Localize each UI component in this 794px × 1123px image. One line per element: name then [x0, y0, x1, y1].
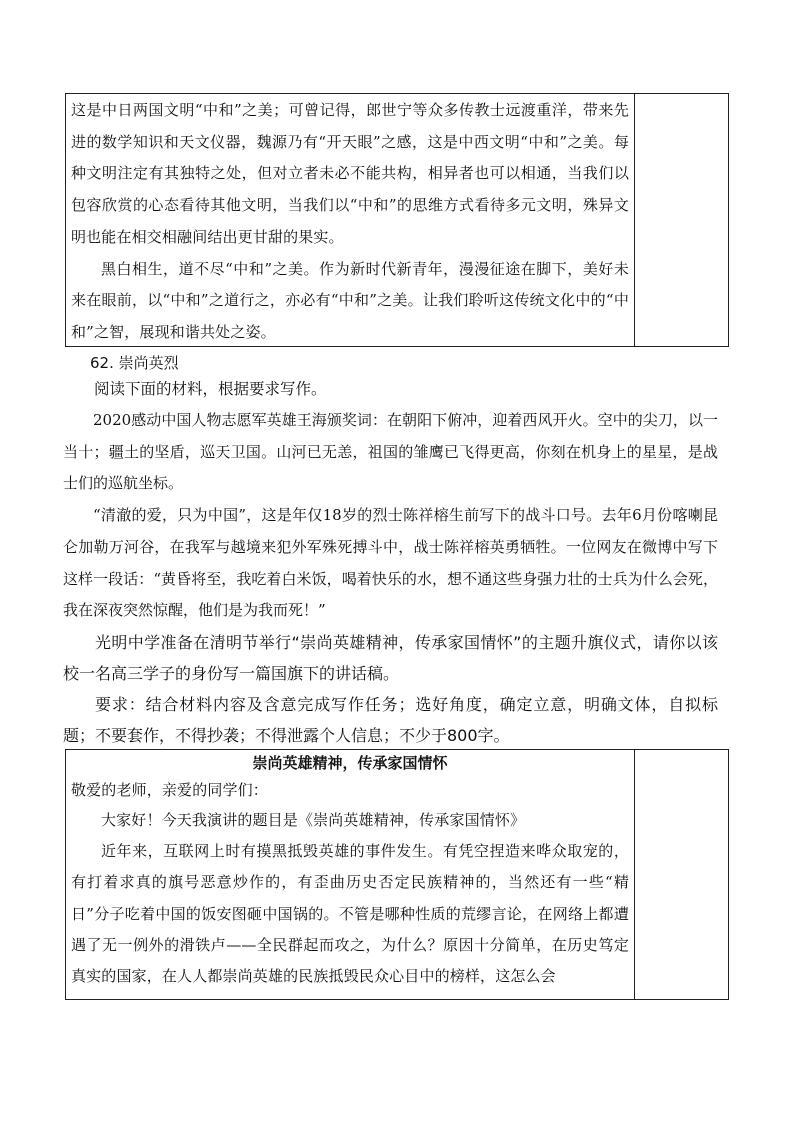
question-heading: 62. 崇尚英烈 — [90, 354, 179, 372]
material-paragraph-1: 2020感动中国人物志愿军英雄王海颁奖词：在朝阳下俯冲，迎着西风开火。空中的尖刀，以一当十；疆土的坚盾，巡天卫国。山河已无恙，祖国的雏鹰已飞得更高，你刻在机身上的星星，是战士们的巡航坐标。 — [63, 411, 718, 493]
requirements-text: 要求：结合材料内容及含意完成写作任务；选好角度，确定立意，明确文体，自拟标题；不要套作，不得抄袭；不得泄露个人信息；不少于800字。 — [63, 694, 718, 745]
task-text: 光明中学准备在清明节举行“崇尚英雄精神，传承家国情怀”的主题升旗仪式，请你以该校一名高三学子的身份写一篇国旗下的讲话稿。 — [63, 632, 718, 683]
material-paragraph-2: “清澈的爱，只为中国”，这是年仅18岁的烈士陈祥榕生前写下的战斗口号。去年6月份喀喇昆仑加勒万河谷，在我军与越境来犯外军殊死搏斗中，战士陈祥榕英勇牺牲。一位网友在微博中写下这样一段话：“黄昏将至，我吃着白米饭，喝着快乐的水，想不通这些身强力壮的士兵为什么会死，我在深夜突然惊醒，他们是为我而死！” — [63, 506, 718, 620]
material-block — [63, 405, 718, 751]
prompt-body — [93, 374, 718, 406]
table-text-cell — [71, 95, 629, 349]
essay-title: 崇尚英雄精神，传承家国情怀 — [252, 754, 448, 772]
essay-table — [65, 749, 729, 1000]
table-column-divider — [634, 94, 635, 346]
essay-salutation: 敬爱的老师，亲爱的同学们： — [71, 781, 268, 799]
essay-paragraph: 大家好！今天我演讲的题目是《崇尚英雄精神，传承家国情怀》 — [101, 811, 526, 829]
continued-table — [65, 93, 729, 347]
essay-paragraph: 近年来，互联网上时有摸黑抵毁英雄的事件发生。有凭空捏造来哗众取宠的，有打着求真的旗号恶意炒作的，有歪曲历史否定民族精神的，当然还有一些“精日”分子吃着中国的饭安图砸中国锅的。不管是哪种性质的荒缪言论，在网络上都遭遇了无一例外的滑铁卢——全民群起而攻之，为什么？原因十分简单，在历史笃定真实的国家，在人人都崇尚英雄的民族抵毁民众心目中的榜样，这怎么会 — [71, 842, 629, 986]
instruction-text: 阅读下面的材料，根据要求写作。 — [94, 380, 327, 398]
prompt-section — [90, 351, 718, 375]
table-paragraph: 这是中日两国文明“中和”之美；可曾记得，郎世宁等众多传教士远渡重洋，带来先进的数学知识和天文仪器，魏源乃有“开天眼”之感，这是中西文明“中和”之美。每种文明注定有其独特之处，但对立者未必不能共构，相异者也可以相通，当我们以包容欣赏的心态看待其他文明，当我们以“中和”的思维方式看待多元文明，殊异文明也能在相交相融间结出更甘甜的果实。 — [71, 101, 629, 246]
table-paragraph: 黑白相生，道不尽“中和”之美。作为新时代新青年，漫漫征途在脚下，美好未来在眼前，以“中和”之道行之，亦必有“中和”之美。让我们聆听这传统文化中的“中和”之智，展现和谐共处之姿。 — [71, 259, 629, 341]
essay-text-cell — [71, 750, 629, 992]
table-column-divider — [634, 750, 635, 999]
